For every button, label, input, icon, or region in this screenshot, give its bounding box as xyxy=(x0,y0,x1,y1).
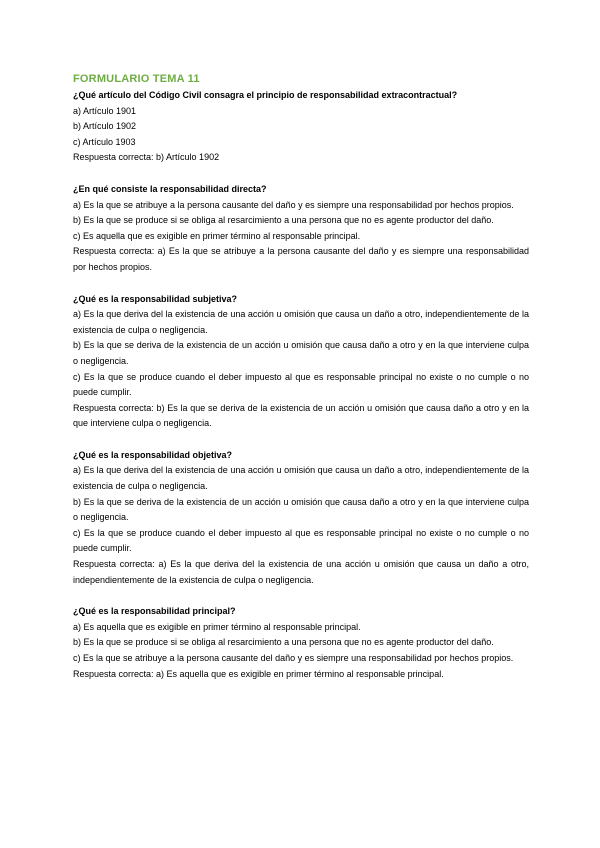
option-a: a) Artículo 1901 xyxy=(73,105,137,116)
correct-answer: Respuesta correcta: a) Es la que deriva del la existencia de una acción u omisión que causa un daño a otro, independientemente de la existencia de culpa o negligencia. xyxy=(73,559,529,585)
correct-answer: Respuesta correcta: a) Es aquella que es exigible en primer término al responsable principal. xyxy=(73,668,444,679)
question-text: ¿Qué es la responsabilidad principal? xyxy=(73,606,236,617)
correct-answer: Respuesta correcta: a) Es la que se atribuye a la persona causante del daño y es siempre una responsabilidad por hechos propios. xyxy=(73,246,529,272)
question-block xyxy=(73,182,529,276)
question-block xyxy=(73,88,529,166)
option-a: a) Es la que deriva del la existencia de una acción u omisión que causa un daño a otro, independientemente de la existencia de culpa o negligencia. xyxy=(73,309,529,335)
page-title: FORMULARIO TEMA 11 xyxy=(73,73,200,85)
option-c: c) Es aquella que es exigible en primer término al responsable principal. xyxy=(73,230,361,241)
question-text: ¿En qué consiste la responsabilidad directa? xyxy=(73,183,267,194)
option-a: a) Es la que se atribuye a la persona causante del daño y es siempre una responsabilidad por hechos propios. xyxy=(73,199,514,210)
option-c: c) Es la que se atribuye a la persona causante del daño y es siempre una responsabilidad por hechos propios. xyxy=(73,653,514,663)
option-a: a) Es la que deriva del la existencia de una acción u omisión que causa un daño a otro, independientemente de la existencia de culpa o negligencia. xyxy=(73,465,529,492)
option-b: b) Es la que se deriva de la existencia de un acción u omisión que causa daño a otro y en la que interviene culpa o negligencia. xyxy=(73,340,529,366)
option-b: b) Es la que se deriva de la existencia de un acción u omisión que causa daño a otro y en la que interviene culpa o negligencia. xyxy=(73,496,529,523)
option-c: c) Es la que se produce cuando el deber impuesto al que es responsable principal no existe o no cumple o no puede cumplir. xyxy=(73,527,529,554)
correct-answer: Respuesta correcta: b) Es la que se deriva de la existencia de un acción u omisión que causa daño a otro y en la que interviene culpa o negligencia. xyxy=(73,402,529,429)
correct-answer: Respuesta correcta: b) Artículo 1902 xyxy=(73,152,220,163)
question-text: ¿Qué es la responsabilidad subjetiva? xyxy=(73,293,238,304)
question-block xyxy=(73,604,529,682)
document-content xyxy=(73,72,529,682)
question-text: ¿Qué artículo del Código Civil consagra el principio de responsabilidad extracontractual? xyxy=(73,90,458,100)
option-c: c) Artículo 1903 xyxy=(73,136,136,147)
option-b: b) Es la que se produce si se obliga al resarcimiento a una persona que no es agente productor del daño. xyxy=(73,637,494,648)
question-text: ¿Qué es la responsabilidad objetiva? xyxy=(73,449,233,460)
question-block xyxy=(73,292,529,432)
question-block xyxy=(73,448,529,588)
option-b: b) Artículo 1902 xyxy=(73,121,137,132)
option-c: c) Es la que se produce cuando el deber impuesto al que es responsable principal no existe o no cumple o no puede cumplir. xyxy=(73,371,529,398)
option-b: b) Es la que se produce si se obliga al resarcimiento a una persona que no es agente productor del daño. xyxy=(73,215,494,226)
option-a: a) Es aquella que es exigible en primer término al responsable principal. xyxy=(73,621,361,632)
